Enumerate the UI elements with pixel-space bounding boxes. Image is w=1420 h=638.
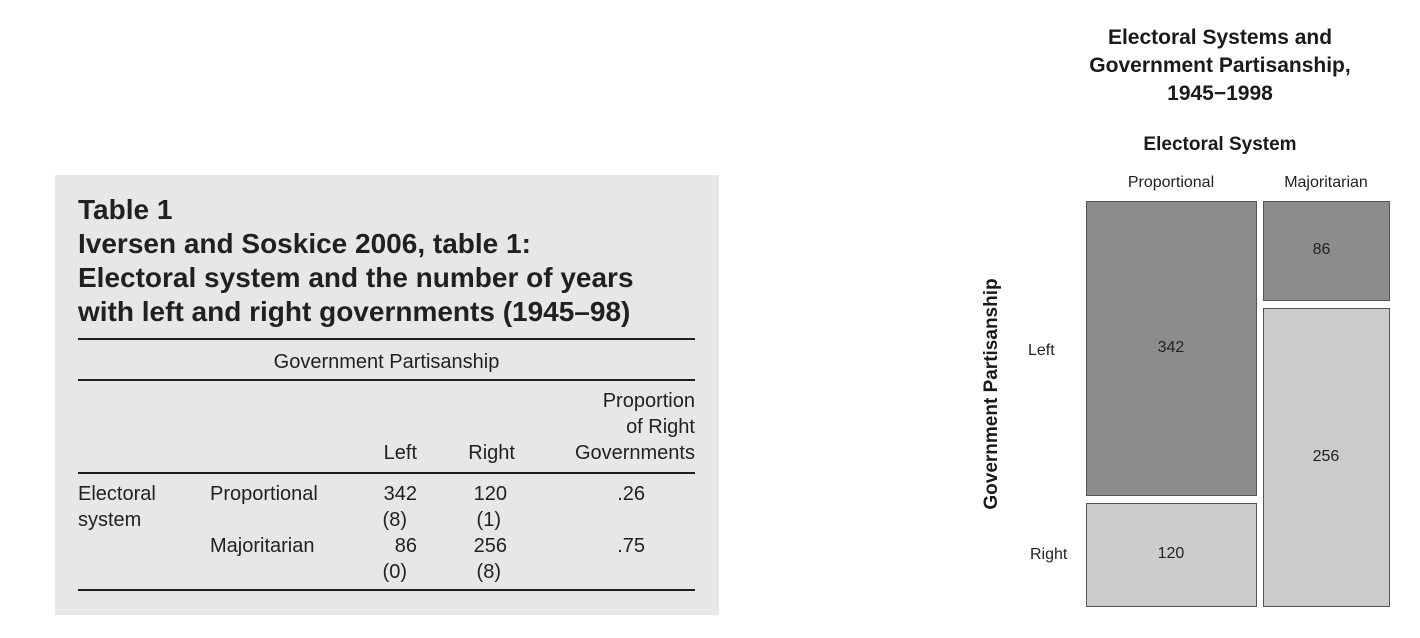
chart-title-line-2: Government Partisanship,: [1089, 54, 1351, 77]
row-label-majoritarian: Majoritarian: [210, 535, 315, 557]
cell-proportional-proportion: .26: [617, 483, 645, 505]
table-spanner-header: Government Partisanship: [273, 351, 500, 373]
cell-proportional-right: 120: [473, 483, 507, 505]
table-label: Table 1: [78, 194, 173, 225]
header-right: Right: [468, 442, 515, 464]
mosaic-value-majoritarian-left: 86: [1312, 241, 1331, 259]
header-proportion-line-2: of Right: [626, 416, 695, 438]
table-spanner-rule: [78, 379, 695, 381]
row-label-right: Right: [1030, 546, 1068, 563]
mosaic-value-proportional-left: 342: [1157, 338, 1185, 356]
row-group-label-line-2: system: [78, 509, 142, 531]
table-header-rule: [78, 472, 695, 474]
cell-majoritarian-left-sub: (0): [382, 561, 407, 583]
column-label-proportional: Proportional: [1127, 174, 1215, 191]
cell-proportional-right-sub: (1): [476, 509, 501, 531]
header-proportion-line-3: Governments: [574, 442, 695, 464]
cell-proportional-left: 342: [383, 483, 417, 505]
table-top-rule: [78, 338, 695, 340]
chart-title-line-1: Electoral Systems and: [1107, 26, 1333, 49]
cell-majoritarian-right: 256: [473, 535, 507, 557]
table-title-line-3: with left and right governments (1945–98): [78, 296, 631, 327]
cell-majoritarian-right-sub: (8): [476, 561, 501, 583]
cell-proportional-left-sub: (8): [382, 509, 407, 531]
table-title-line-1: Iversen and Soskice 2006, table 1:: [78, 228, 531, 259]
mosaic-chart: [960, 0, 1420, 638]
table-title-line-2: Electoral system and the number of years: [78, 262, 634, 293]
mosaic-value-majoritarian-right: 256: [1312, 447, 1340, 465]
chart-title-line-3: 1945−1998: [1167, 82, 1273, 105]
header-proportion-line-1: Proportion: [602, 390, 695, 412]
row-group-label-line-1: Electoral: [78, 483, 156, 505]
cell-majoritarian-left: 86: [394, 535, 417, 557]
x-axis-title: Electoral System: [1143, 134, 1297, 155]
mosaic-value-proportional-right: 120: [1157, 545, 1185, 563]
row-label-left: Left: [1028, 342, 1055, 359]
table-panel: [55, 175, 719, 615]
table-bottom-rule: [78, 589, 695, 591]
row-label-proportional: Proportional: [210, 483, 318, 505]
header-left: Left: [383, 442, 417, 464]
cell-majoritarian-proportion: .75: [617, 535, 645, 557]
column-label-majoritarian: Majoritarian: [1284, 174, 1368, 191]
y-axis-title: Government Partisanship: [981, 278, 1002, 510]
